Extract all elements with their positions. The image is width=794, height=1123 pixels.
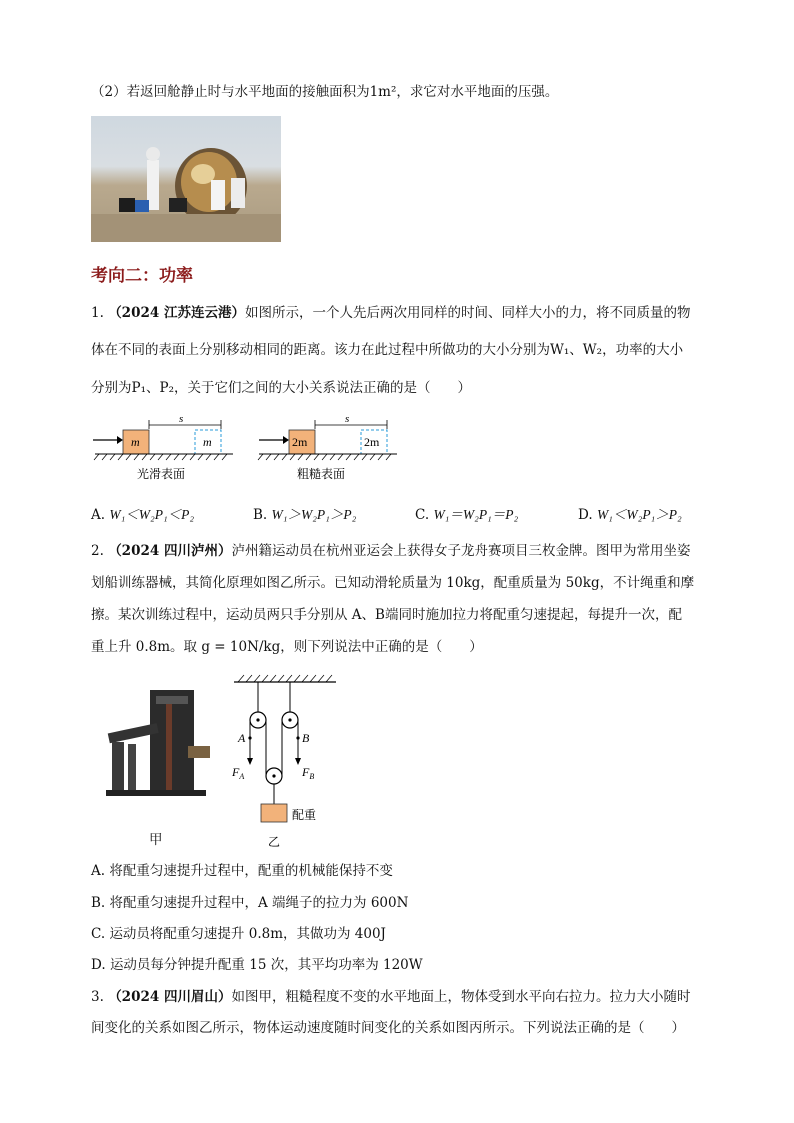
q2-option-d[interactable] [91,955,423,975]
label-fa: $F_A$ [232,765,245,781]
q1-line1 [91,303,690,323]
q2-source: （2024 四川泸州） [108,543,232,559]
q1-option-b[interactable] [253,503,356,523]
option-label: C. [415,507,430,523]
option-label: A. [91,507,106,523]
distance-s-left: s [179,413,184,425]
caption-smooth: 光滑表面 [137,467,186,481]
q1-option-d[interactable] [578,503,682,523]
q2-line3: 擦。某次训练过程中，运动员两只手分别从 A、B端同时施加拉力将配重匀速提起，每提升一次，配 [91,607,682,623]
caption-rough: 粗糙表面 [297,467,346,481]
label-a: A [238,731,246,745]
q2-text-1: 泸州籍运动员在杭州亚运会上获得女子龙舟赛项目三枚金牌。图甲为常用坐姿 [231,543,691,559]
option-text: 运动员将配重匀速提升 0.8m，其做功为 400J [109,926,386,942]
q3-line1 [91,987,690,1007]
label-b: B [302,731,310,745]
q1-text-1: 如图所示，一个人先后两次用同样的时间、同样大小的力，将不同质量的物 [244,305,691,321]
q2-option-c[interactable] [91,924,386,944]
ghost-m-label: m [203,435,212,449]
label-counterweight: 配重 [292,808,317,822]
question-part-2: （2）若返回舱静止时与水平地面的接触面积为1m²，求它对水平地面的压强。 [91,84,559,100]
label-jia: 甲 [149,832,163,848]
q1-source: （2024 江苏连云港） [108,305,245,321]
q3-number: 3. [91,989,104,1005]
q2-line1 [91,541,690,561]
option-text: 将配重匀速提升过程中，A 端绳子的拉力为 600N [109,895,409,911]
q3-text-1: 如图甲，粗糙程度不变的水平地面上，物体受到水平向右拉力。拉力大小随时 [231,989,691,1005]
option-label: A. [91,863,106,879]
option-label: B. [253,507,268,523]
option-text: W₁＜W₂P₁＞P₂ [596,507,682,522]
option-text: W₁＝W₂P₁＝P₂ [433,507,519,522]
option-text: W₁＞W₂P₁＞P₂ [271,507,357,522]
option-label: B. [91,895,106,911]
q2-option-b[interactable] [91,893,408,913]
q2-line2: 划船训练器械，其简化原理如图乙所示。已知动滑轮质量为 10kg，配重质量为 50kg，不计绳重和摩 [91,575,695,591]
option-label: D. [91,957,106,973]
counterweight-block [261,804,287,822]
rowing-machine-image [104,682,214,802]
option-label: D. [578,507,593,523]
q2-line4: 重上升 0.8m。取 g = 10N/kg，则下列说法中正确的是（ ） [91,639,483,655]
option-label: C. [91,926,106,942]
distance-s-right: s [345,413,350,425]
section-heading: 考向二：功率 [91,266,193,286]
q3-line2: 间变化的关系如图乙所示，物体运动速度随时间变化的关系如图丙所示。下列说法正确的是（ ） [91,1020,685,1036]
q3-source: （2024 四川眉山） [108,989,232,1005]
option-text: 运动员每分钟提升配重 15 次，其平均功率为 120W [109,957,423,973]
q2-number: 2. [91,543,104,559]
option-text: 将配重匀速提升过程中，配重的机械能保持不变 [109,863,393,879]
ghost-2m-label: 2m [364,435,380,449]
label-fb: $F_B$ [302,765,315,781]
block-2m-label: 2m [292,435,308,449]
q2-option-a[interactable] [91,861,393,881]
pulley-diagram [228,672,348,852]
q1-number: 1. [91,305,104,321]
capsule-photo [91,116,281,242]
q1-line3: 分别为P₁、P₂，关于它们之间的大小关系说法正确的是（ ） [91,380,471,396]
block-m-label: m [131,435,140,449]
q1-line2: 体在不同的表面上分别移动相同的距离。该力在此过程中所做功的大小分别为W₁、W₂，功率的大小 [91,342,684,358]
q1-figure [91,412,411,484]
label-yi: 乙 [268,835,281,849]
q1-option-c[interactable] [415,503,518,523]
q1-option-a[interactable] [91,503,194,523]
option-text: W₁＜W₂P₁＜P₂ [109,507,195,522]
